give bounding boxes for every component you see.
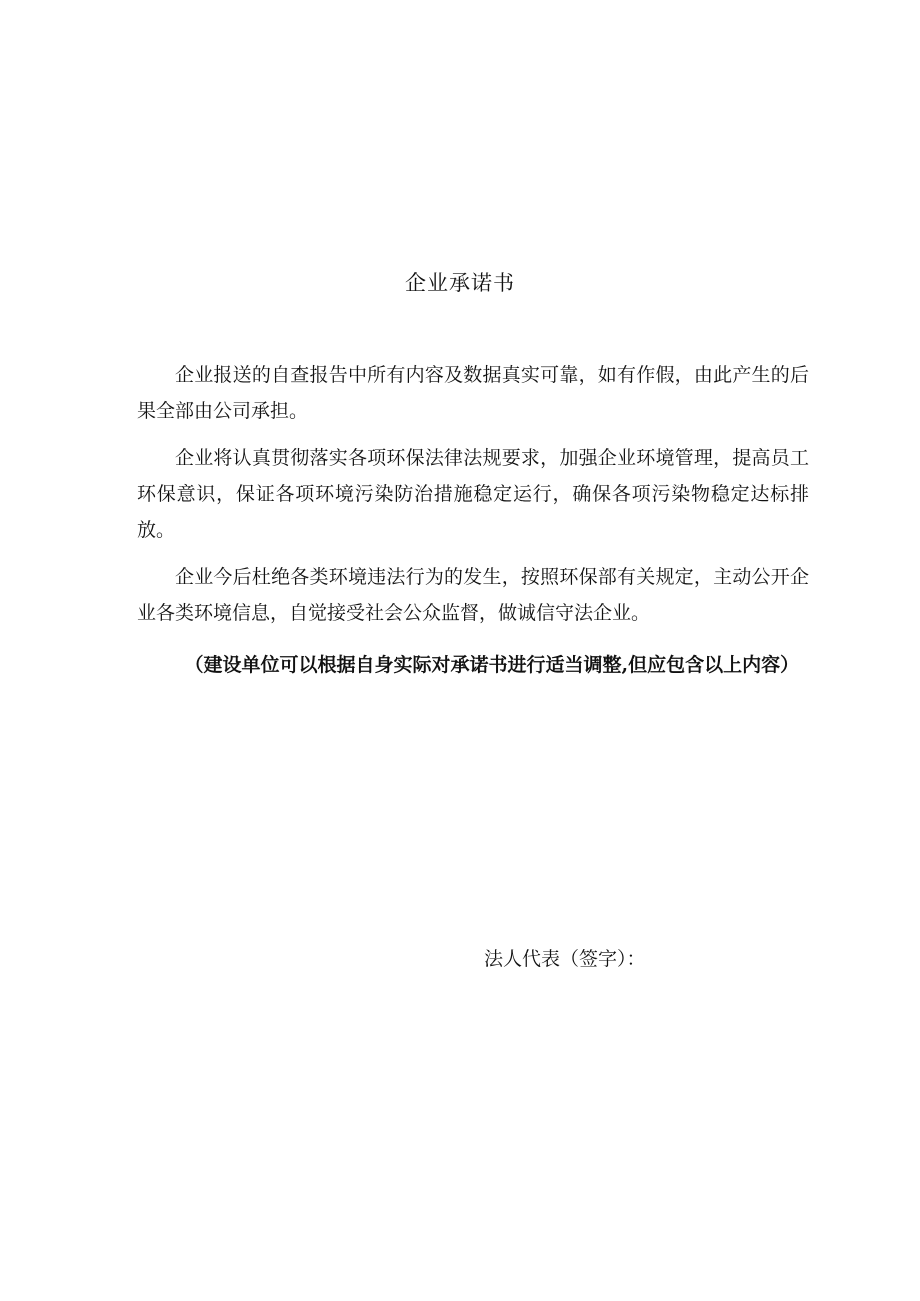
paragraph-data-authenticity: 企业报送的自查报告中所有内容及数据真实可靠，如有作假，由此产生的后果全部由公司承担。 <box>137 364 809 422</box>
legal-representative-signature-label: 法人代表（签字）： <box>484 948 646 970</box>
paragraph-environmental-compliance: 企业将认真贯彻落实各项环保法律法规要求，加强企业环境管理，提高员工环保意识，保证各项环境污染防治措施稳定运行，确保各项污染物稳定达标排放。 <box>137 447 809 541</box>
document-body <box>137 357 809 700</box>
paragraph-law-abiding-commitment: 企业今后杜绝各类环境违法行为的发生，按照环保部有关规定，主动公开企业各类环境信息，自觉接受社会公众监督，做诚信守法企业。 <box>137 566 809 624</box>
adjustment-note: （建设单位可以根据自身实际对承诺书进行适当调整,但应包含以上内容） <box>184 654 800 676</box>
document-title: 企业承诺书 <box>405 271 515 295</box>
